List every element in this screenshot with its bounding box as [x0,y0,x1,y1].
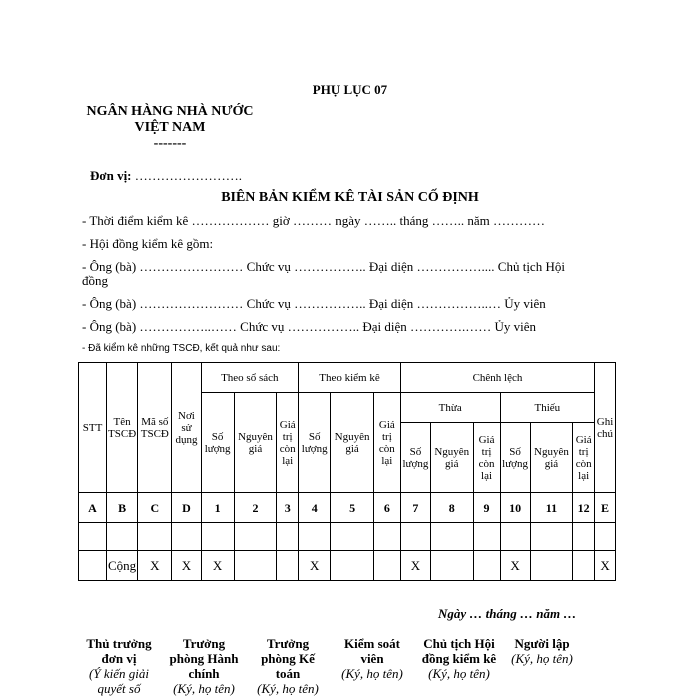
total-cell: X [172,551,201,581]
signature-controller [334,636,410,681]
signature-note: quyết số [97,681,141,696]
total-cell [331,551,374,581]
total-cell [373,551,400,581]
code-cell: 12 [573,493,595,523]
header-surplus: Thừa [400,393,500,423]
total-cell [473,551,500,581]
asset-inventory-table [78,362,616,581]
code-cell: 4 [299,493,331,523]
column-code-row [79,493,616,523]
member-line-1: - Ông (bà) …………………… Chức vụ …………….. Đại diện …………….... Chủ tịch Hội [82,259,565,274]
header-by-inventory: Theo kiểm kê [299,363,401,393]
committee-line: - Hội đồng kiểm kê gồm: [82,236,214,251]
total-cell: X [201,551,234,581]
code-cell: 5 [331,493,374,523]
signature-note: (Ký, họ tên) [511,651,573,666]
code-cell: 11 [530,493,573,523]
total-cell: X [400,551,430,581]
header-asset-name: Tên TSCĐ [107,363,138,493]
signature-note: (Ký, họ tên) [173,681,235,696]
total-cell: X [595,551,616,581]
signature-note: (Ký, họ tên) [341,666,403,681]
signature-accounting-head [250,636,326,696]
member-line-2: - Ông (bà) …………………… Chức vụ …………….. Đại diện ……………..… Ủy viên [82,296,546,311]
code-cell: E [595,493,616,523]
unit-dots: ……………………. [134,168,243,183]
code-cell: B [107,493,138,523]
signature-title: Chủ tịch Hội [423,636,495,651]
member-line-3: - Ông (bà) ……………..…… Chức vụ …………….. Đại diện ………….…… Ủy viên [82,319,537,334]
signature-title: Thủ trưởng [86,636,152,651]
signature-committee-chair [414,636,504,681]
code-cell: 9 [473,493,500,523]
date-line: Ngày … tháng … năm … [438,606,577,621]
result-note: - Đã kiểm kê những TSCĐ, kết quả như sau: [82,343,281,354]
total-cell [573,551,595,581]
org-name-line2: VIỆT NAM [134,120,206,135]
code-cell: 6 [373,493,400,523]
header-shortage-residual: Giá trị còn lại [573,423,595,493]
signature-note: (Ký, họ tên) [257,681,319,696]
code-cell: 1 [201,493,234,523]
member-line-1-cont: đồng [82,273,108,288]
total-cell: X [500,551,530,581]
unit-line [90,168,242,184]
document-title: BIÊN BẢN KIỂM KÊ TÀI SẢN CỐ ĐỊNH [221,190,479,205]
header-surplus-residual: Giá trị còn lại [473,423,500,493]
header-note: Ghi chú [595,363,616,493]
unit-label: Đơn vị: [90,168,132,183]
inventory-time-line: - Thời điểm kiểm kê ……………… giờ ……… ngày …….. tháng …….. năm ………… [82,213,546,228]
signature-title: phòng Hành [169,651,239,666]
total-cell: X [138,551,172,581]
signature-preparer [504,636,580,666]
header-books-residual: Giá trị còn lại [277,393,299,493]
total-cell: X [299,551,331,581]
appendix-label: PHỤ LỤC 07 [312,82,388,97]
code-cell: D [172,493,201,523]
header-check-residual: Giá trị còn lại [373,393,400,493]
code-cell: 2 [234,493,277,523]
total-row [79,551,616,581]
org-rule: ------- [153,136,187,151]
header-surplus-cost: Nguyên giá [430,423,473,493]
signature-director [78,636,160,696]
empty-row [79,523,616,551]
header-check-cost: Nguyên giá [331,393,374,493]
header-books-cost: Nguyên giá [234,393,277,493]
code-cell: 7 [400,493,430,523]
signature-title: Trưởng [266,636,310,651]
header-asset-code: Mã số TSCĐ [138,363,172,493]
code-cell: 3 [277,493,299,523]
header-shortage-qty: Số lượng [500,423,530,493]
code-cell: A [79,493,107,523]
signature-title: phòng Kế [261,651,315,666]
total-cell [234,551,277,581]
total-label: Cộng [107,551,138,581]
header-shortage: Thiếu [500,393,595,423]
total-cell [530,551,573,581]
signature-title: đồng kiểm kê [421,651,497,666]
signature-title: Trưởng [182,636,226,651]
signature-title: toán [275,666,301,681]
header-stt: STT [79,363,107,493]
org-name-line1: NGÂN HÀNG NHÀ NƯỚC [86,104,254,119]
code-cell: C [138,493,172,523]
signature-note: (Ký, họ tên) [428,666,490,681]
signature-title: Người lập [514,636,570,651]
signature-title: chính [188,666,220,681]
header-difference: Chênh lệch [400,363,594,393]
code-cell: 8 [430,493,473,523]
signature-title: đơn vị [101,651,137,666]
total-cell [277,551,299,581]
header-books-qty: Số lượng [201,393,234,493]
total-cell [79,551,107,581]
header-surplus-qty: Số lượng [400,423,430,493]
header-shortage-cost: Nguyên giá [530,423,573,493]
signature-title: Kiểm soát [344,636,400,651]
signature-admin-head [165,636,243,696]
signature-title: viên [360,651,384,666]
header-by-books: Theo sổ sách [201,363,299,393]
code-cell: 10 [500,493,530,523]
header-check-qty: Số lượng [299,393,331,493]
signature-note: (Ý kiến giải [89,666,149,681]
total-cell [430,551,473,581]
header-place-of-use: Nơi sử dụng [172,363,201,493]
